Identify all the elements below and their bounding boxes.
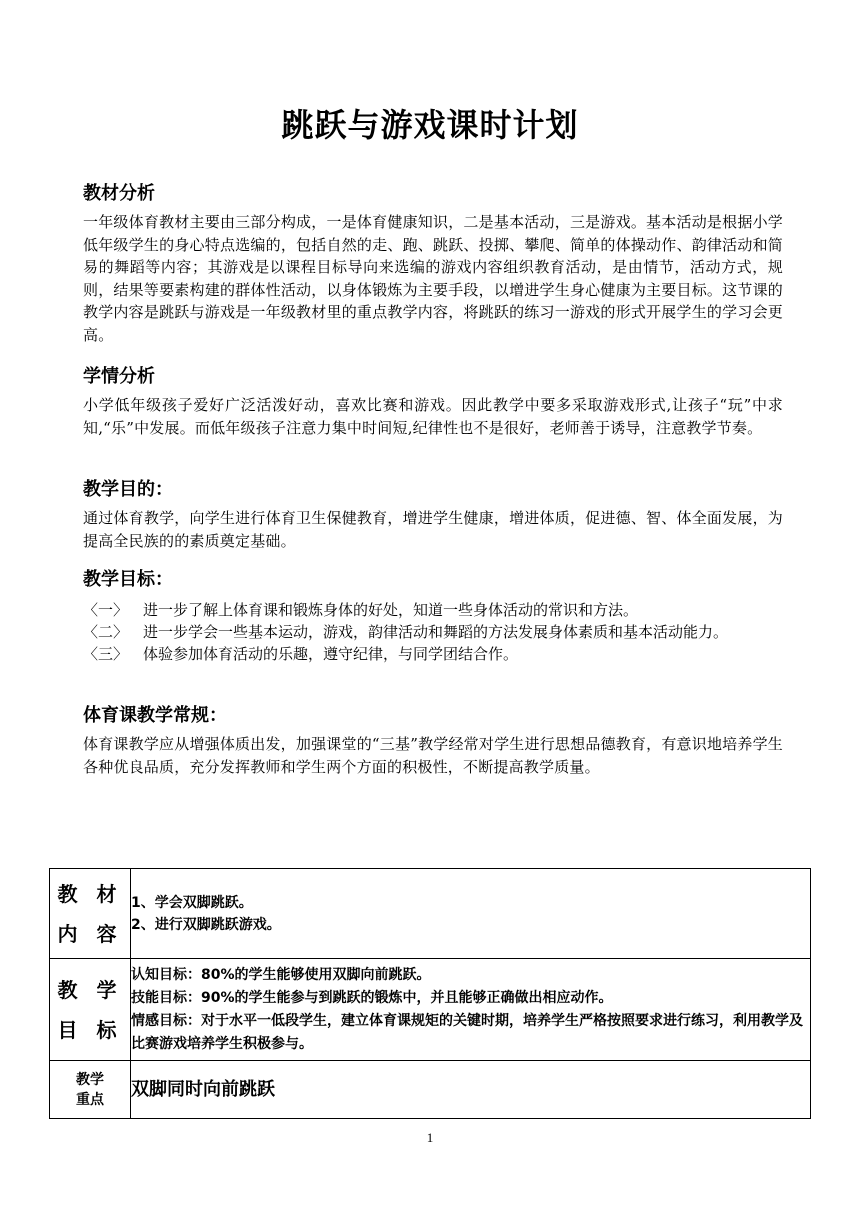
goal-index: 〈一〉 (83, 601, 129, 619)
table-row (50, 1061, 811, 1119)
section-teaching-purpose (83, 477, 783, 552)
row-label (50, 869, 131, 959)
goal-text: 体验参加体育活动的乐趣，遵守纪律，与同学团结合作。 (143, 645, 519, 663)
content-line: 双脚同时向前跳跃 (131, 1078, 275, 1100)
goal-text: 进一步学会一些基本运动，游戏，韵律活动和舞蹈的方法发展身体素质和基本活动能力。 (143, 623, 729, 641)
row-label (50, 1061, 131, 1119)
section-heading: 教学目的： (83, 479, 173, 500)
row-content (131, 869, 811, 959)
row-label (50, 959, 131, 1061)
section-textbook-analysis (83, 181, 783, 346)
section-heading: 学情分析 (83, 366, 155, 387)
content-line: 1、学会双脚跳跃。 (131, 894, 253, 911)
lesson-plan-table (49, 868, 811, 1119)
section-paragraph: 通过体育教学，向学生进行体育卫生保健教育，增进学生健康，增进体质，促进德、智、体全面发展，为提高全民族的的素质奠定基础。 (83, 509, 783, 550)
page-number: 1 (426, 1130, 434, 1145)
section-teaching-goals (83, 567, 783, 665)
row-label-line: 内 容 (57, 921, 123, 946)
row-label-line: 重点 (76, 1091, 104, 1108)
goal-item (83, 643, 783, 665)
goal-index: 〈二〉 (83, 623, 129, 641)
section-paragraph: 小学低年级孩子爱好广泛活泼好动，喜欢比赛和游戏。因此教学中要多采取游戏形式,让孩子“玩”中求知,“乐”中发展。而低年级孩子注意力集中时间短,纪律性也不是很好，老师善于诱导，注意教学节奏。 (83, 396, 783, 437)
content-line: 2、进行双脚跳跃游戏。 (131, 916, 281, 933)
row-content (131, 1061, 811, 1119)
content-line: 情感目标：对于水平一低段学生，建立体育课规矩的关键时期，培养学生严格按照要求进行练习，利用教学及比赛游戏培养学生积极参与。 (131, 1012, 803, 1052)
row-label-line: 教 材 (57, 881, 123, 906)
table-row (50, 959, 811, 1061)
goal-text: 进一步了解上体育课和锻炼身体的好处，知道一些身体活动的常识和方法。 (143, 601, 639, 619)
content-line: 技能目标：90%的学生能参与到跳跃的锻炼中，并且能够正确做出相应动作。 (131, 989, 613, 1006)
goal-list (83, 599, 783, 665)
section-student-analysis (83, 364, 783, 439)
row-label-line: 教 学 (57, 977, 123, 1002)
section-heading: 教学目标： (83, 569, 173, 590)
goal-index: 〈三〉 (83, 645, 129, 663)
table-row (50, 869, 811, 959)
goal-item (83, 599, 783, 621)
row-label-line: 目 标 (57, 1017, 123, 1042)
row-label-line: 教学 (76, 1071, 104, 1088)
section-heading: 教材分析 (83, 183, 155, 204)
section-paragraph: 体育课教学应从增强体质出发，加强课堂的“三基”教学经常对学生进行思想品德教育，有意识地培养学生各种优良品质，充分发挥教师和学生两个方面的积极性，不断提高教学质量。 (83, 735, 783, 776)
goal-item (83, 621, 783, 643)
section-paragraph: 一年级体育教材主要由三部分构成，一是体育健康知识，二是基本活动，三是游戏。基本活动是根据小学低年级学生的身心特点选编的，包括自然的走、跑、跳跃、投掷、攀爬、简单的体操动作、韵律活动和简易的舞蹈等内容；其游戏是以课程目标导向来选编的游戏内容组织教育活动，是由情节，活动方式，规则，结果等要素构建的群体性活动，以身体锻炼为主要手段，以增进学生身心健康为主要目标。这节课的教学内容是跳跃与游戏是一年级教材里的重点教学内容，将跳跃的练习一游戏的形式开展学生的学习会更高。 (83, 213, 783, 344)
row-content (131, 959, 811, 1061)
content-line: 认知目标：80%的学生能够使用双脚向前跳跃。 (131, 966, 431, 983)
section-heading: 体育课教学常规： (83, 705, 227, 726)
section-pe-routine (83, 703, 783, 778)
page-title: 跳跃与游戏课时计划 (281, 106, 579, 144)
